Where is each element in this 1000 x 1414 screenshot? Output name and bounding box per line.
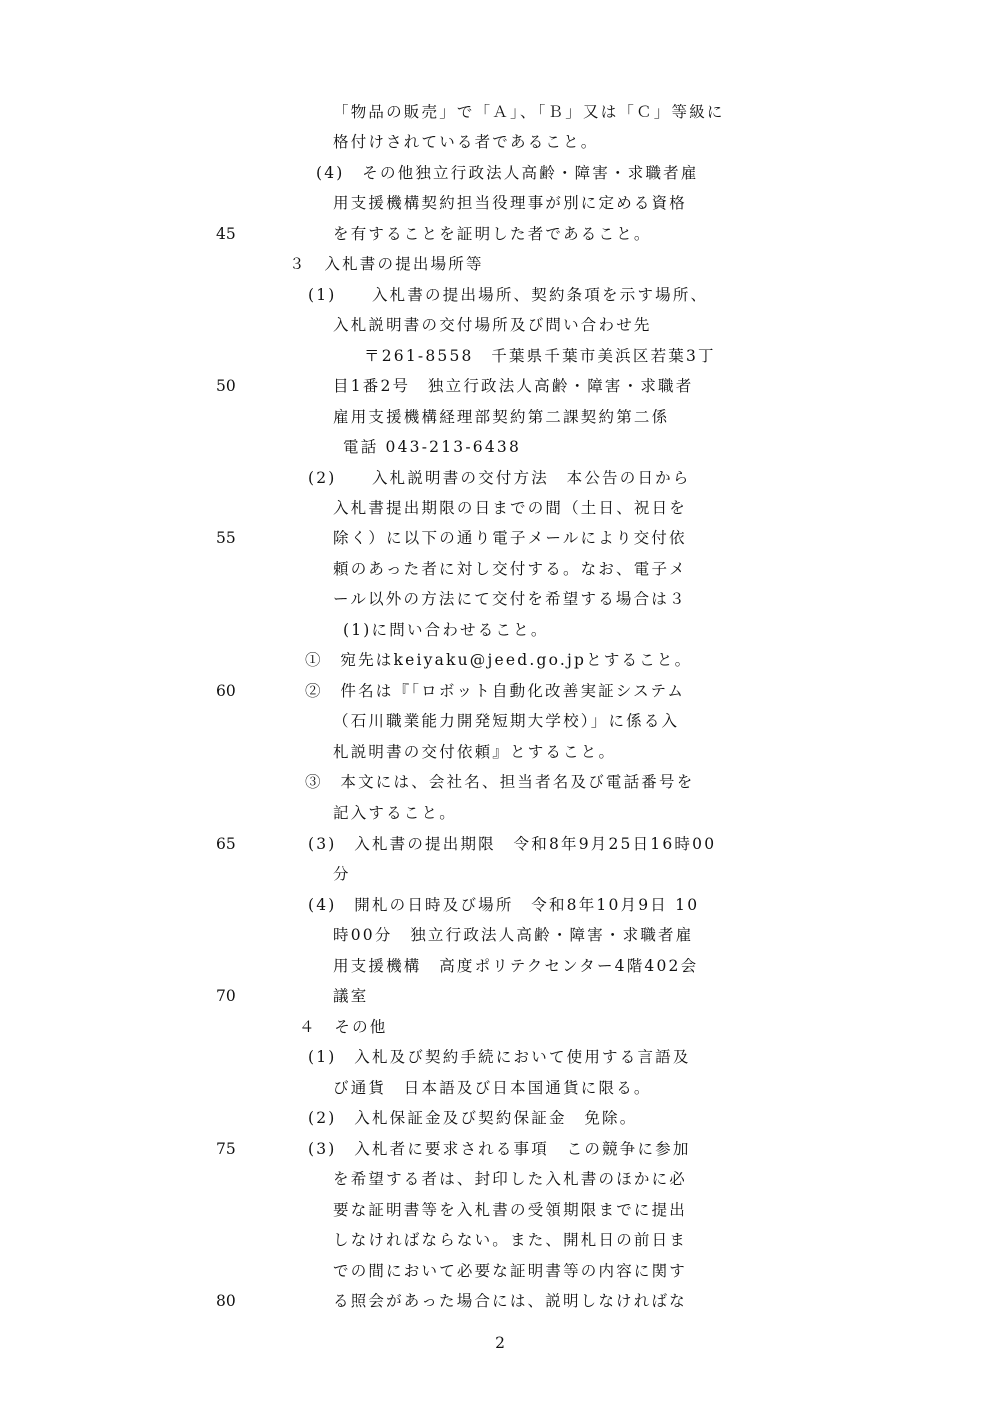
text-line: 記入すること。 — [333, 804, 457, 822]
line-number: 60 — [216, 682, 236, 700]
text-line: (1)に問い合わせること。 — [343, 621, 549, 639]
text-line: (1) 入札及び契約手続において使用する言語及 — [308, 1048, 691, 1066]
text-line: 用支援機構 高度ポリテクセンター4階402会 — [333, 957, 699, 975]
text-line: 分 — [333, 865, 351, 883]
line-number: 50 — [216, 377, 236, 395]
text-line: 格付けされている者であること。 — [333, 133, 599, 151]
page-number: 2 — [495, 1334, 505, 1352]
text-line: (3) 入札者に要求される事項 この競争に参加 — [308, 1140, 691, 1158]
text-line: 入札説明書の交付場所及び問い合わせ先 — [333, 316, 652, 334]
text-line: ール以外の方法にて交付を希望する場合は３ — [333, 590, 687, 608]
text-line: び通貨 日本語及び日本国通貨に限る。 — [333, 1079, 652, 1097]
text-line: を希望する者は、封印した入札書のほかに必 — [333, 1170, 688, 1188]
line-number: 75 — [216, 1140, 236, 1158]
text-line: (4) その他独立行政法人高齢・障害・求職者雇 — [316, 164, 699, 182]
text-line: 時00分 独立行政法人高齢・障害・求職者雇 — [333, 926, 694, 944]
text-line: (3) 入札書の提出期限 令和8年9月25日16時00 — [308, 835, 717, 853]
text-line: (2) 入札保証金及び契約保証金 免除。 — [308, 1109, 638, 1127]
text-line: 〒261-8558 千葉県千葉市美浜区若葉3丁 — [364, 347, 716, 365]
text-line: 札説明書の交付依頼』とすること。 — [333, 743, 617, 761]
text-line: での間において必要な証明書等の内容に関す — [333, 1262, 688, 1280]
text-line: 用支援機構契約担当役理事が別に定める資格 — [333, 194, 688, 212]
section-heading: ４ その他 — [299, 1018, 388, 1036]
text-line: ① 宛先はkeiyaku@jeed.go.jpとすること。 — [305, 651, 693, 669]
text-line: しなければならない。また、開札日の前日ま — [333, 1231, 688, 1249]
text-line: 雇用支援機構経理部契約第二課契約第二係 — [333, 408, 670, 426]
text-line: る照会があった場合には、説明しなければな — [333, 1292, 687, 1310]
text-line: 議室 — [333, 987, 369, 1005]
text-line: 頼のあった者に対し交付する。なお、電子メ — [333, 560, 687, 578]
section-heading: ３ 入札書の提出場所等 — [289, 255, 484, 273]
text-line: ② 件名は『「ロボット自動化改善実証システム — [305, 682, 686, 700]
line-number: 65 — [216, 835, 236, 853]
text-line: 電話 043-213-6438 — [343, 438, 522, 456]
text-line: 「物品の販売」で「Ａ」、「Ｂ」又は「Ｃ」等級に — [333, 103, 725, 121]
line-number: 80 — [216, 1292, 236, 1310]
line-number: 45 — [216, 225, 236, 243]
text-line: を有することを証明した者であること。 — [333, 225, 652, 243]
text-line: （石川職業能力開発短期大学校）」に係る入 — [333, 712, 680, 730]
text-line: ③ 本文には、会社名、担当者名及び電話番号を — [305, 773, 695, 791]
text-line: (4) 開札の日時及び場所 令和8年10月9日 10 — [308, 896, 700, 914]
line-number: 70 — [216, 987, 236, 1005]
text-line: 要な証明書等を入札書の受領期限までに提出 — [333, 1201, 688, 1219]
text-line: (1) 入札書の提出場所、契約条項を示す場所、 — [308, 286, 709, 304]
text-line: 目1番2号 独立行政法人高齢・障害・求職者 — [333, 377, 694, 395]
text-line: (2) 入札説明書の交付方法 本公告の日から — [308, 469, 691, 487]
line-number: 55 — [216, 529, 236, 547]
text-line: 除く）に以下の通り電子メールにより交付依 — [333, 529, 687, 547]
text-line: 入札書提出期限の日までの間（土日、祝日を — [333, 499, 688, 517]
